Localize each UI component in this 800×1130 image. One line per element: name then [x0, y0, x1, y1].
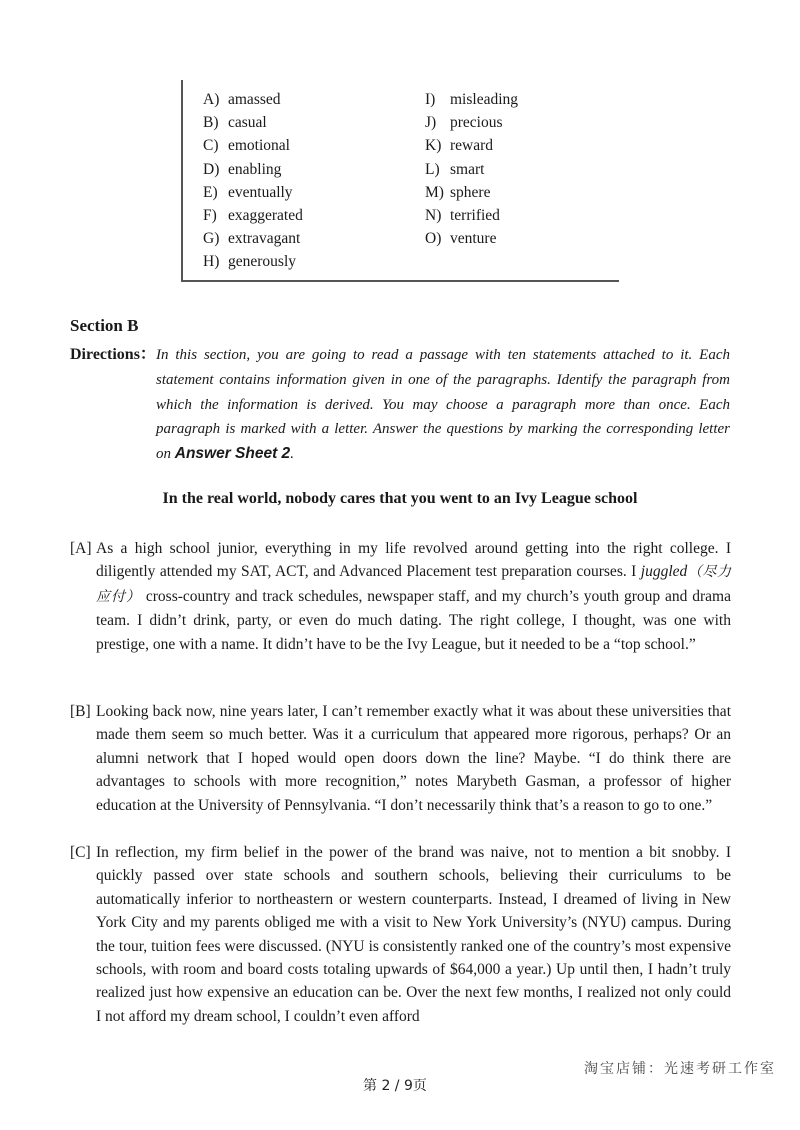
word-option [203, 204, 303, 227]
option-letter: O) [425, 230, 442, 248]
passage-title: In the real world, nobody cares that you went to an Ivy League school [162, 490, 638, 507]
option-letter: B) [203, 114, 219, 132]
option-letter: L) [425, 160, 440, 178]
word-bank-right-column [425, 88, 518, 250]
paragraph-text: In reflection, my firm belief in the power of the brand was naive, not to mention a bit snobby. I quickly passed over state schools and southern schools, believing their curriculums to be automatically inferior to northeastern or western counterparts. Instead, I dreamed of living in New York City and my parents obliged me with a visit to New York University’s (NYU) campus. During the tour, tuition fees were discussed. (NYU is consistently ranked one of the country’s most expensive schools, with room and board costs totaling upwards of $64,000 a year.) Up until then, I hadn’t truly realized just how expensive an education can be. Over the next few months, I realized not only could I not afford my dream school, I couldn’t even afford [96, 844, 731, 1025]
option-letter: G) [203, 230, 220, 248]
paragraph-text: Looking back now, nine years later, I can’t remember exactly what it was about these universities that made them seem so much better. Was it a curriculum that appeared more rigorous, perhaps? Or an alumni network that I hoped would open doors down the line? Maybe. “I do think there are advantages to schools with more recognition,” notes Marybeth Gasman, a professor of higher education at the University of Pennsylvania. “I don’t necessarily think that’s a reason to go to one.” [96, 703, 731, 814]
option-word: terrified [450, 206, 500, 224]
word-bank-box [181, 80, 619, 282]
option-word: exaggerated [228, 206, 303, 224]
option-word: misleading [450, 91, 519, 108]
option-word: smart [450, 160, 485, 178]
paragraph-tag: [C] [70, 844, 91, 861]
option-letter: C) [203, 137, 219, 155]
word-option [203, 111, 303, 134]
word-option [425, 88, 518, 111]
option-word: sphere [450, 183, 491, 201]
directions-period: . [290, 446, 294, 463]
option-letter: H) [203, 253, 220, 271]
option-word: enabling [228, 160, 282, 178]
word-option [203, 181, 303, 204]
option-word: emotional [228, 137, 290, 155]
word-option [203, 227, 303, 250]
word-option [203, 134, 303, 157]
paragraph-text: As a high school junior, everything in my life revolved around getting into the right college. I diligently attended my SAT, ACT, and Advanced Placement test preparation courses. I [96, 540, 731, 581]
word-option [425, 111, 518, 134]
answer-sheet-ref: Answer Sheet 2 [174, 445, 291, 463]
word-option [425, 181, 518, 204]
option-letter: E) [203, 183, 218, 201]
option-letter: D) [203, 160, 220, 178]
word-option [425, 158, 518, 181]
directions-body: In this section, you are going to read a passage with ten statements attached to it. Each statement contains information given in one of the paragraphs. Identify the paragraph from which the information is derived. You may choose a paragraph more than once. Each paragraph is marked with a letter. Answer the questions by marking the corresponding letter on [156, 347, 730, 463]
word-option [425, 134, 518, 157]
option-word: reward [450, 137, 494, 155]
option-letter: J) [425, 114, 437, 132]
option-letter: N) [425, 206, 442, 224]
paragraph-a [70, 537, 731, 656]
option-letter: A) [203, 91, 220, 108]
option-letter: K) [425, 137, 442, 155]
paragraph-c [70, 841, 731, 1028]
paragraph-tag: [A] [70, 540, 92, 557]
store-watermark: 淘宝店铺：光速考研工作室 [584, 1061, 776, 1077]
option-word: amassed [228, 91, 281, 108]
word-option [425, 204, 518, 227]
paragraph-text: cross-country and track schedules, newspaper staff, and my church’s youth group and drama team. I didn’t drink, party, or even do much dating. The right college, I thought, was one with prestige, one with a name. It didn’t have to be the Ivy League, but it needed to be a “top school.” [96, 587, 731, 653]
section-title: Section B [70, 316, 139, 335]
page-number: 第 2 / 9页 [363, 1078, 427, 1094]
option-word: precious [450, 114, 503, 132]
option-word: casual [228, 114, 267, 132]
word-option [203, 88, 303, 111]
option-word: extravagant [228, 230, 301, 248]
word-option [203, 250, 303, 273]
word-option [425, 227, 518, 250]
option-letter: I) [425, 91, 436, 108]
directions-text [156, 343, 730, 467]
word-bank-left-column [203, 88, 303, 274]
option-word: generously [228, 253, 297, 271]
option-word: eventually [228, 183, 293, 201]
word-option [203, 158, 303, 181]
chinese-gloss: （尽力应付） [96, 564, 731, 605]
option-word: venture [450, 230, 497, 248]
option-letter: F) [203, 206, 217, 224]
paragraph-b [70, 700, 731, 817]
option-letter: M) [425, 183, 444, 201]
paragraph-tag: [B] [70, 703, 91, 720]
directions-label: Directions： [70, 346, 156, 363]
glossed-word: juggled [640, 563, 688, 581]
